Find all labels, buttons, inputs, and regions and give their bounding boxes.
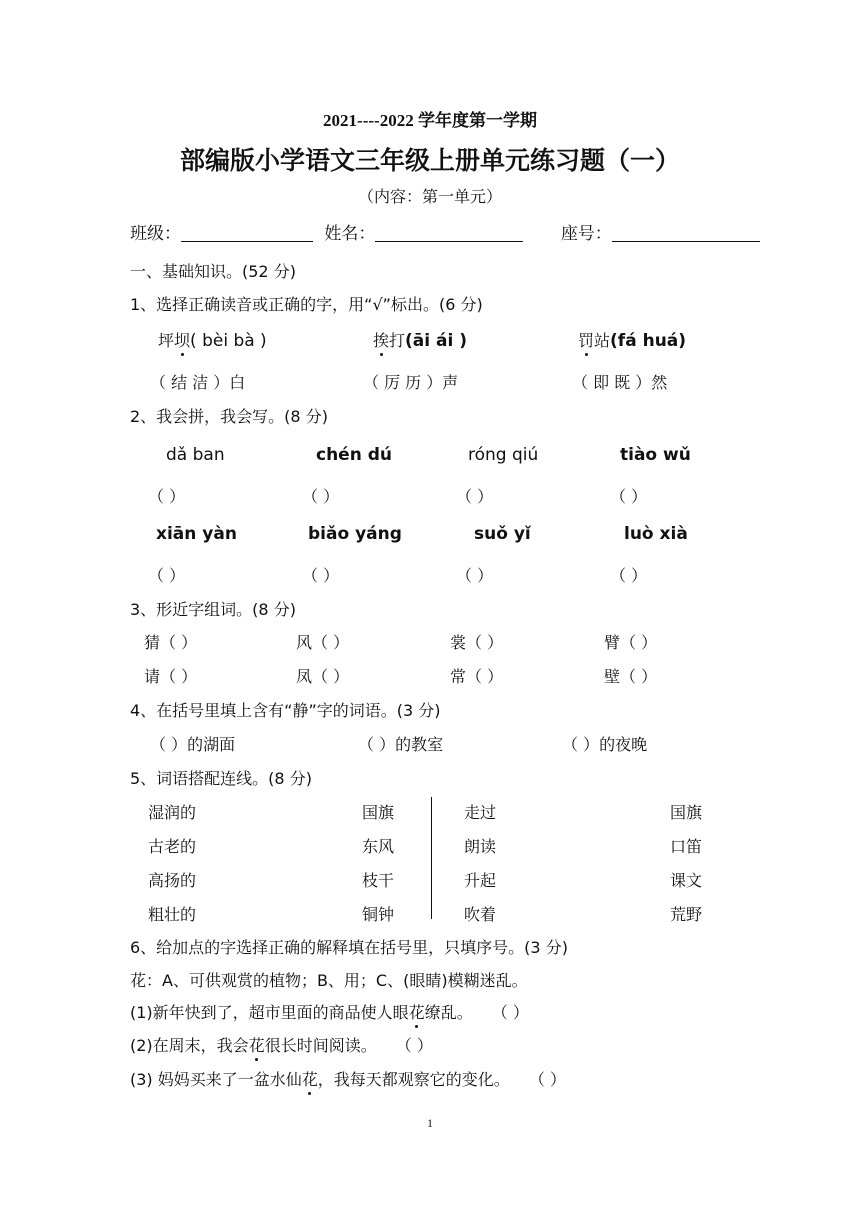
- match-word[interactable]: 铜钟: [362, 905, 395, 924]
- pinyin-word: xiān yàn: [156, 524, 237, 544]
- q6-item-2: (2)在周末，我会花很长时间阅读。 （ ）: [130, 1033, 433, 1056]
- answer-blank[interactable]: （ ）: [620, 667, 658, 686]
- q3-item: 请（ ）: [144, 667, 198, 686]
- q1-item-3: 罚站(fá huá): [578, 328, 686, 351]
- match-word[interactable]: 走过: [464, 803, 497, 822]
- answer-blank[interactable]: （ ）: [395, 1036, 433, 1055]
- answer-blank[interactable]: （ ）: [491, 1003, 529, 1022]
- section1-heading: 一、基础知识。(52 分): [130, 262, 296, 281]
- page-subtitle: （内容：第一单元）: [357, 187, 502, 206]
- match-word[interactable]: 高扬的: [148, 871, 197, 890]
- answer-blank[interactable]: （ ）: [456, 566, 494, 585]
- q3-item: 凤（ ）: [296, 667, 350, 686]
- pinyin-word: chén dú: [316, 445, 393, 465]
- name-blank[interactable]: [375, 225, 523, 242]
- pinyin-word: dǎ ban: [166, 445, 225, 465]
- answer-blank[interactable]: （ ）: [312, 633, 350, 652]
- match-word[interactable]: 古老的: [148, 837, 197, 856]
- q4-item[interactable]: （ ）的教室: [358, 735, 444, 754]
- column-divider: [431, 797, 432, 919]
- q1-heading: 1、选择正确读音或正确的字，用“√”标出。(6 分): [130, 295, 483, 314]
- q1-row2-item-3: （ 即 既 ）然: [572, 373, 668, 392]
- q6-item-3: (3) 妈妈买来了一盆水仙花，我每天都观察它的变化。 （ ）: [130, 1067, 566, 1090]
- answer-blank[interactable]: （ ）: [148, 566, 186, 585]
- answer-blank[interactable]: （ ）: [610, 487, 648, 506]
- q3-item: 风（ ）: [296, 633, 350, 652]
- q5-heading: 5、词语搭配连线。(8 分): [130, 769, 312, 788]
- dotted-char: 花: [249, 1033, 265, 1056]
- pinyin-choice: (fá huá): [610, 331, 687, 351]
- q4-item[interactable]: （ ）的夜晚: [562, 735, 648, 754]
- answer-blank[interactable]: （ ）: [456, 487, 494, 506]
- match-word[interactable]: 课文: [670, 871, 703, 890]
- q1-row2-item-2: （ 厉 历 ）声: [363, 373, 459, 392]
- match-word[interactable]: 吹着: [464, 905, 497, 924]
- dotted-char: 花: [409, 1000, 425, 1023]
- seat-blank[interactable]: [612, 225, 760, 242]
- pinyin-choice: ( bèi bà ): [190, 331, 267, 351]
- answer-blank[interactable]: （ ）: [620, 633, 658, 652]
- page-title: 部编版小学语文三年级上册单元练习题（一）: [179, 146, 680, 175]
- class-label: 班级：: [130, 224, 181, 244]
- match-word[interactable]: 国旗: [362, 803, 395, 822]
- answer-blank[interactable]: （ ）: [528, 1070, 566, 1089]
- match-word[interactable]: 东风: [362, 837, 395, 856]
- q6-definition: 花：A、可供观赏的植物；B、用；C、(眼睛)模糊迷乱。: [130, 971, 528, 990]
- match-word[interactable]: 湿润的: [148, 803, 197, 822]
- info-line: [130, 219, 760, 244]
- match-word[interactable]: 朗读: [464, 837, 497, 856]
- q3-item: 臂（ ）: [604, 633, 658, 652]
- q1-item-2: 挨打(āi ái ): [373, 328, 467, 351]
- seat-label: 座号：: [560, 224, 612, 244]
- q3-item: 常（ ）: [450, 667, 504, 686]
- q4-heading: 4、在括号里填上含有“静”字的词语。(3 分): [130, 701, 441, 720]
- q6-item-1: (1)新年快到了，超市里面的商品使人眼花缭乱。 （ ）: [130, 1000, 529, 1023]
- q3-item: 猜（ ）: [144, 633, 198, 652]
- dotted-char: 花: [302, 1067, 318, 1090]
- match-word[interactable]: 口笛: [670, 837, 703, 856]
- match-word[interactable]: 国旗: [670, 803, 703, 822]
- answer-blank[interactable]: （ ）: [302, 487, 340, 506]
- pinyin-word: biǎo yáng: [308, 524, 402, 544]
- answer-blank[interactable]: （ ）: [610, 566, 648, 585]
- pinyin-choice: (āi ái ): [405, 331, 468, 351]
- q4-item[interactable]: （ ）的湖面: [150, 735, 236, 754]
- pinyin-word: suǒ yǐ: [474, 524, 531, 544]
- school-year: 2021----2022 学年度第一学期: [323, 111, 537, 130]
- pinyin-word: tiào wǔ: [620, 445, 691, 465]
- dotted-char: 坝: [174, 328, 190, 351]
- answer-blank[interactable]: （ ）: [302, 566, 340, 585]
- name-label: 姓名：: [324, 224, 376, 244]
- q1-row2-item-1: （ 结 洁 ）白: [150, 373, 246, 392]
- pinyin-word: róng qiú: [468, 445, 539, 465]
- match-word[interactable]: 粗壮的: [148, 905, 197, 924]
- q3-heading: 3、形近字组词。(8 分): [130, 600, 296, 619]
- match-word[interactable]: 荒野: [670, 905, 703, 924]
- answer-blank[interactable]: （ ）: [160, 633, 198, 652]
- q2-heading: 2、我会拼，我会写。(8 分): [130, 407, 328, 426]
- pinyin-word: luò xià: [624, 524, 688, 544]
- q1-item-1: 坪坝( bèi bà ): [158, 328, 267, 351]
- answer-blank[interactable]: （ ）: [466, 633, 504, 652]
- q3-item: 壁（ ）: [604, 667, 658, 686]
- q6-heading: 6、给加点的字选择正确的解释填在括号里，只填序号。(3 分): [130, 938, 568, 957]
- answer-blank[interactable]: （ ）: [160, 667, 198, 686]
- q3-item: 裳（ ）: [450, 633, 504, 652]
- answer-blank[interactable]: （ ）: [466, 667, 504, 686]
- class-blank[interactable]: [181, 225, 313, 242]
- dotted-char: 罚: [578, 328, 594, 351]
- page-number: 1: [427, 1116, 433, 1130]
- answer-blank[interactable]: （ ）: [312, 667, 350, 686]
- answer-blank[interactable]: （ ）: [148, 487, 186, 506]
- dotted-char: 挨: [373, 328, 389, 351]
- match-word[interactable]: 枝干: [362, 871, 395, 890]
- match-word[interactable]: 升起: [464, 871, 497, 890]
